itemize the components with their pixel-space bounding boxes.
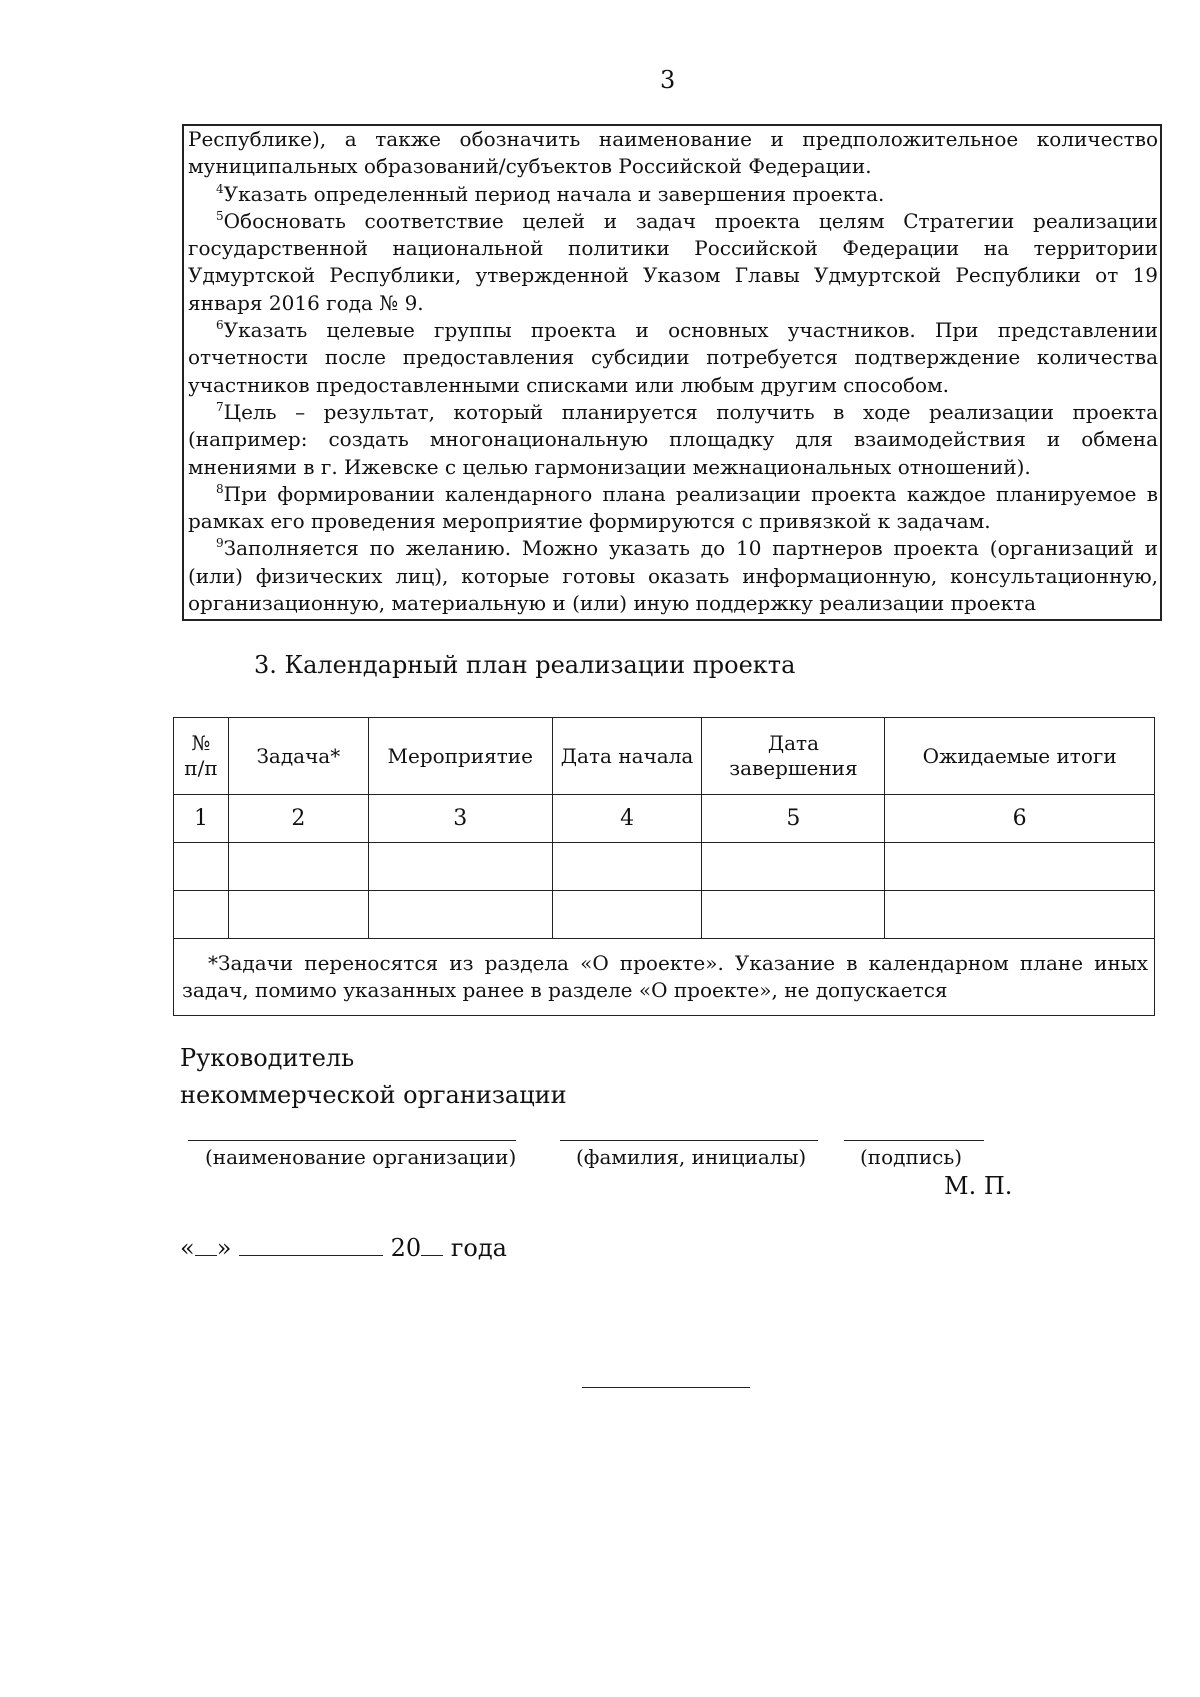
footnote-4 <box>188 181 1158 208</box>
caption-full-name: (фамилия, инициалы) <box>576 1145 807 1169</box>
header-num: № п/п <box>174 718 229 795</box>
footnote-marker: 8 <box>216 481 224 496</box>
footnote-continuation: Республике), а также обозначить наименование и предположительное количество муниципальных образований/субъектов Российской Федерации. <box>188 127 1158 179</box>
column-number: 2 <box>228 795 368 843</box>
signer-role-line2: некоммерческой организации <box>180 1081 567 1109</box>
date-line: « » 20 года <box>180 1234 507 1262</box>
footnote-text: Обосновать соответствие целей и задач проекта целям Стратегии реализации государственной национальной политики Российской Федерации на территории Удмуртской Республики, утвержденной Указом Главы Удмуртской Республики от 19 января 2016 года № 9. <box>188 208 1158 315</box>
column-number: 4 <box>552 795 702 843</box>
table-footnote-row <box>174 939 1155 1016</box>
header-start-date: Дата начала <box>552 718 702 795</box>
day-blank[interactable] <box>195 1235 217 1256</box>
signer-title <box>180 1040 567 1114</box>
section-title: 3. Календарный план реализации проекта <box>254 651 796 679</box>
footnote-text: При формировании календарного плана реализации проекта каждое планируемое в рамках его проведения мероприятие формируются с привязкой к задачам. <box>188 481 1158 534</box>
footnote-marker: 7 <box>216 399 224 414</box>
footnote-marker: 9 <box>216 536 224 551</box>
footnote-marker: 4 <box>216 181 224 196</box>
month-blank[interactable] <box>239 1235 383 1256</box>
column-number: 3 <box>368 795 552 843</box>
signer-role-line1: Руководитель <box>180 1044 355 1072</box>
footnote-6 <box>188 317 1158 399</box>
table-cell[interactable] <box>702 843 885 891</box>
stamp-place: М. П. <box>944 1172 1013 1200</box>
footnote-7 <box>188 399 1158 481</box>
table-cell[interactable] <box>368 843 552 891</box>
footnote-text: Указать определенный период начала и завершения проекта. <box>223 181 885 206</box>
header-event: Мероприятие <box>368 718 552 795</box>
full-name-line[interactable] <box>560 1140 818 1141</box>
table-cell[interactable] <box>552 843 702 891</box>
footnote-marker: 5 <box>216 208 224 223</box>
footnote-9 <box>188 535 1158 617</box>
table-cell[interactable] <box>174 843 229 891</box>
calendar-plan-table <box>173 717 1155 1016</box>
caption-org-name: (наименование организации) <box>205 1145 517 1169</box>
header-end-date: Дата завершения <box>702 718 885 795</box>
table-header-row <box>174 718 1155 795</box>
footnote-8 <box>188 481 1158 536</box>
table-cell[interactable] <box>228 891 368 939</box>
table-row <box>174 891 1155 939</box>
table-cell[interactable] <box>885 843 1155 891</box>
header-expected-results: Ожидаемые итоги <box>885 718 1155 795</box>
table-cell[interactable] <box>368 891 552 939</box>
footnote-text: Указать целевые группы проекта и основных участников. При представлении отчетности после предоставления субсидии потребуется подтверждение количества участников предоставленными списками или любым другим способом. <box>188 318 1158 397</box>
footnotes-box <box>182 124 1162 621</box>
table-cell[interactable] <box>702 891 885 939</box>
footnote-5 <box>188 208 1158 317</box>
table-row-numbers <box>174 795 1155 843</box>
column-number: 6 <box>885 795 1155 843</box>
table-footnote: *Задачи переносятся из раздела «О проекте». Указание в календарном плане иных задач, помимо указанных ранее в разделе «О проекте», не допускается <box>174 939 1155 1016</box>
page-number: 3 <box>660 66 676 94</box>
table-row <box>174 843 1155 891</box>
footnote-marker: 6 <box>216 318 224 333</box>
end-rule <box>582 1387 750 1388</box>
table-cell[interactable] <box>885 891 1155 939</box>
signature-line[interactable] <box>844 1140 984 1141</box>
column-number: 5 <box>702 795 885 843</box>
footnote-text: Цель – результат, который планируется получить в ходе реализации проекта (например: создать многонациональную площадку для взаимодействия и обмена мнениями в г. Ижевске с целью гармонизации межнациональных отношений). <box>188 399 1158 479</box>
table-cell[interactable] <box>228 843 368 891</box>
caption-signature: (подпись) <box>860 1145 963 1169</box>
org-name-line[interactable] <box>188 1140 516 1141</box>
column-number: 1 <box>174 795 229 843</box>
table-cell[interactable] <box>174 891 229 939</box>
footnote-text: Заполняется по желанию. Можно указать до 10 партнеров проекта (организаций и (или) физических лиц), которые готовы оказать информационную, консультационную, организационную, материальную и (или) иную поддержку реализации проекта <box>188 536 1158 616</box>
header-task: Задача* <box>228 718 368 795</box>
table-cell[interactable] <box>552 891 702 939</box>
year-blank[interactable] <box>421 1235 443 1256</box>
